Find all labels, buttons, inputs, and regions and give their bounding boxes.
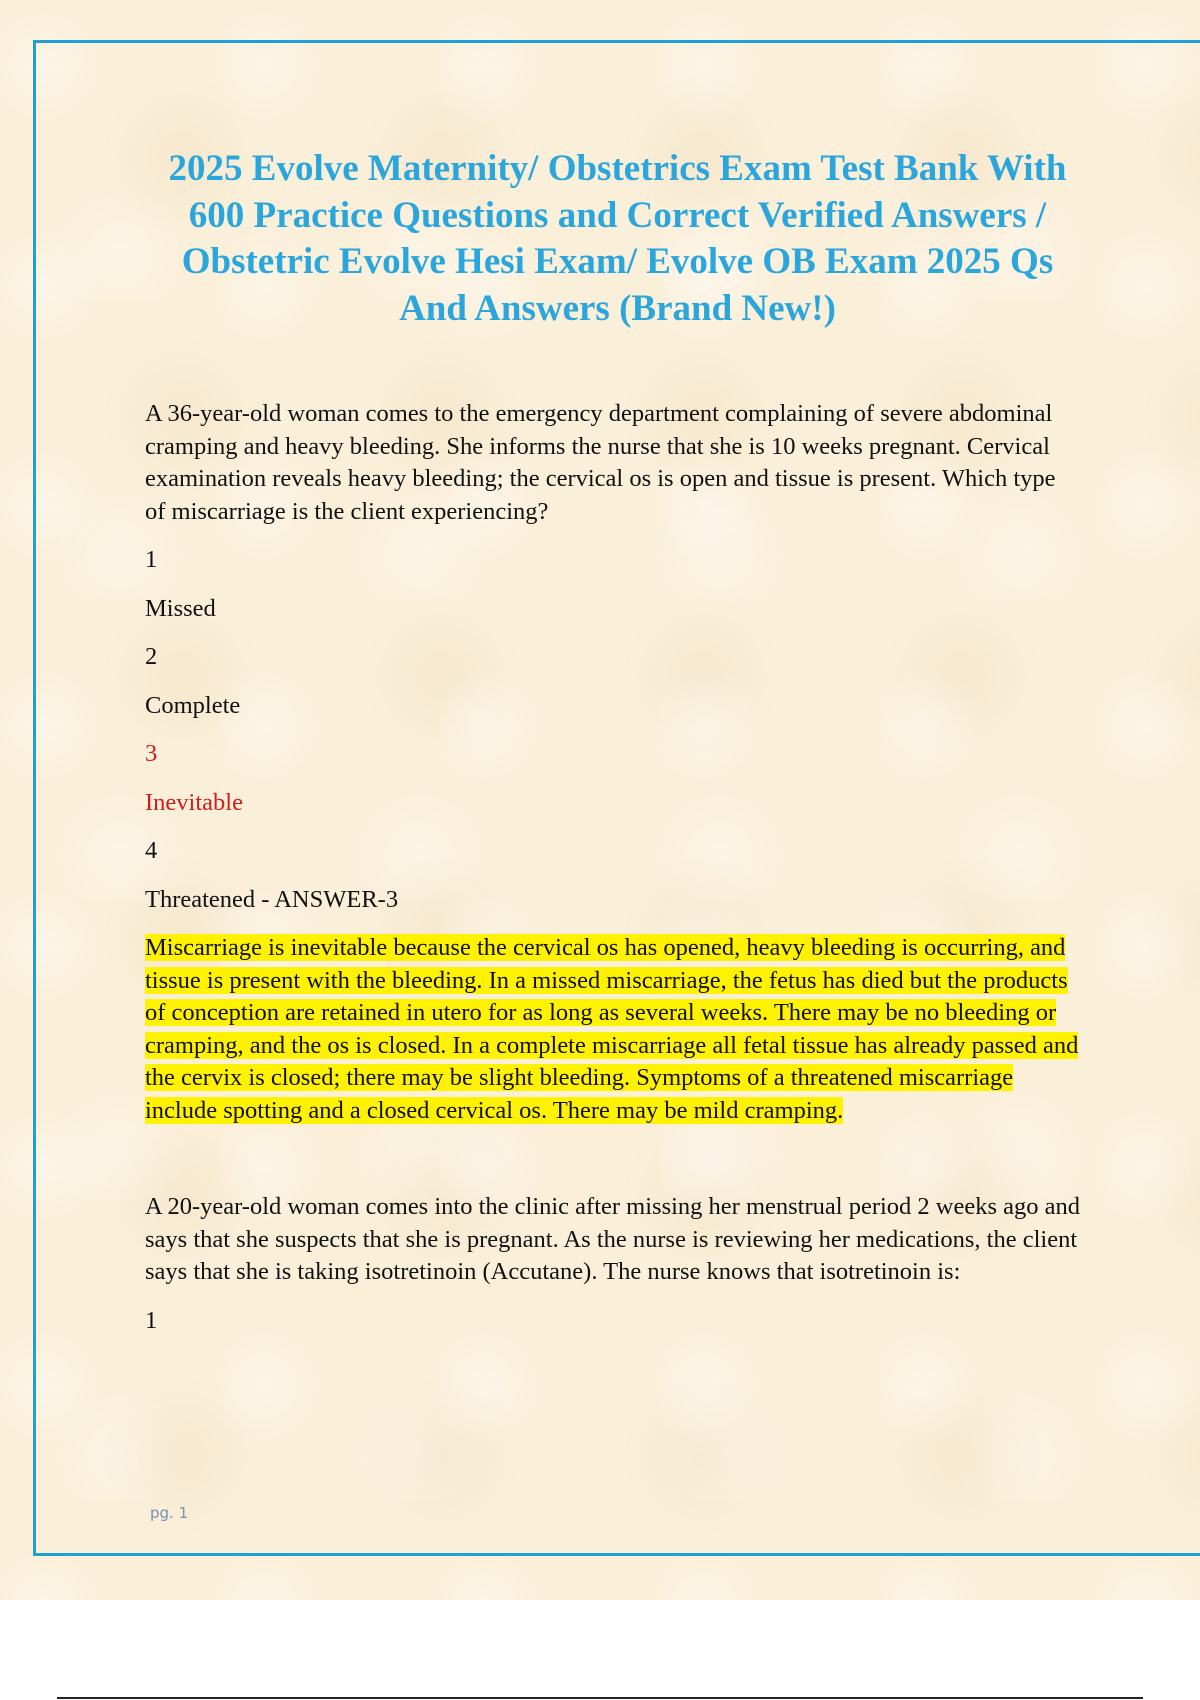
document-title: 2025 Evolve Maternity/ Obstetrics Exam Test Bank With 600 Practice Questions and Correct Verified Answers / Obstetric Evolve Hesi Exam/ Evolve OB Exam 2025 Qs And Answers (Brand New!) bbox=[168, 148, 1067, 329]
question-1-explanation-text: Miscarriage is inevitable because the cervical os has opened, heavy bleeding is occurring, and tissue is present with the bleeding. In a missed miscarriage, the fetus has died but the products of conception are retained in utero for as long as several weeks. There may be no bleeding or cramping, and the os is closed. In a complete miscarriage all fetal tissue has already passed and the cervix is closed; there may be slight bleeding. Symptoms of a threatened miscarriage include spotting and a closed cervical os. There may be mild cramping. bbox=[145, 934, 1079, 1124]
question-1-option-2-text: Complete bbox=[145, 691, 241, 719]
question-1-option-3-number: 3 bbox=[145, 740, 158, 767]
question-1-option-4-number: 4 bbox=[145, 837, 158, 864]
question-2-stem: A 20-year-old woman comes into the clinic after missing her menstrual period 2 weeks ago and says that she suspects that she is pregnant. As the nurse is reviewing her medications, the client says that she is taking isotretinoin (Accutane). The nurse knows that isotretinoin is: bbox=[145, 1193, 1081, 1285]
next-page-divider bbox=[57, 1697, 1143, 1699]
question-1-option-2-number: 2 bbox=[145, 643, 158, 670]
question-1-option-1-number: 1 bbox=[145, 546, 158, 573]
question-1-option-4-text: Threatened - ANSWER-3 bbox=[145, 885, 399, 913]
document-body bbox=[145, 398, 1080, 1353]
question-1-option-1-text: Missed bbox=[145, 594, 216, 622]
question-1-option-3-text: Inevitable bbox=[145, 788, 243, 816]
question-2-option-1-number: 1 bbox=[145, 1306, 158, 1334]
question-1-explanation bbox=[145, 932, 1080, 1127]
page-number: pg. 1 bbox=[150, 1504, 189, 1522]
question-1-stem: A 36-year-old woman comes to the emergency department complaining of severe abdominal cramping and heavy bleeding. She informs the nurse that she is 10 weeks pregnant. Cervical examination reveals heavy bleeding; the cervical os is open and tissue is present. Which type of miscarriage is the client experiencing? bbox=[145, 400, 1056, 525]
question-separator bbox=[145, 1127, 1080, 1191]
